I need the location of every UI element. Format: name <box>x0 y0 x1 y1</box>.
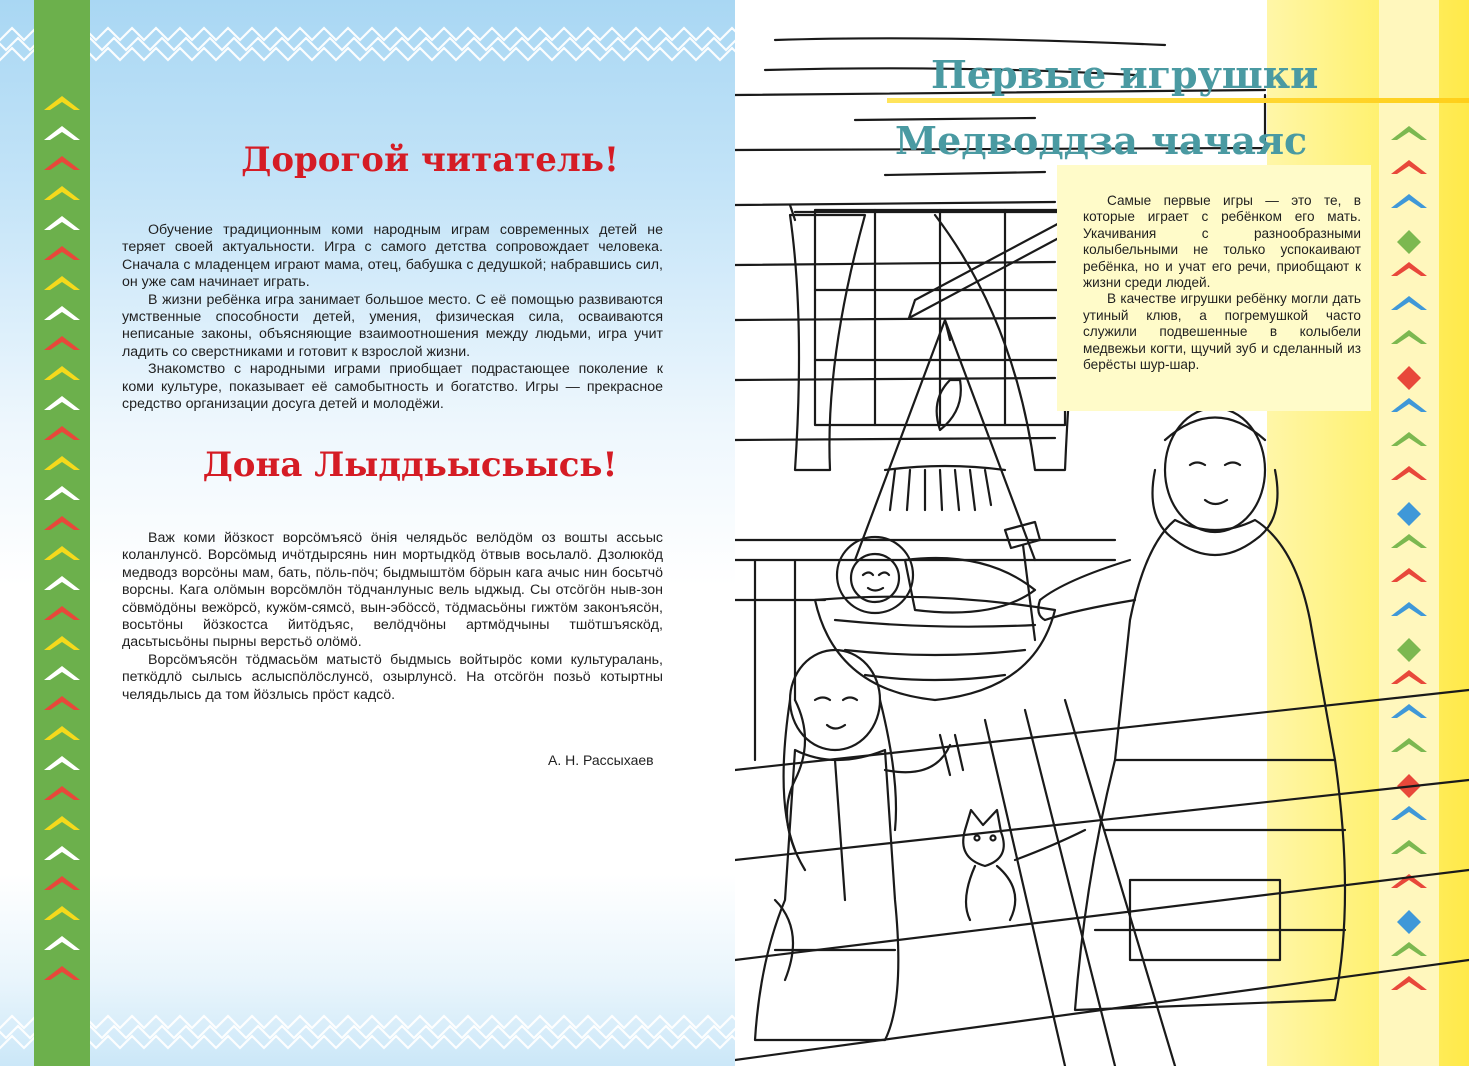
section-title-komi: Медводдза чачаяс <box>895 118 1308 163</box>
title-underline <box>887 98 1469 103</box>
note-paragraph: Самые первые игры — это те, в которые играет с ребёнком его мать. Укачивания с разнообразными колыбельными не только успокаивают ребёнка, но и учат его речи, приобщают к жизни среди людей. <box>1083 193 1361 291</box>
ornament-chevron <box>44 606 80 620</box>
ornament-chevron <box>44 546 80 560</box>
ornament-chevron <box>44 186 80 200</box>
ornament-chevron <box>44 126 80 140</box>
ornament-chevron <box>44 906 80 920</box>
ornament-chevron <box>44 846 80 860</box>
ornament-chevron <box>44 96 80 110</box>
ornament-chevron <box>44 396 80 410</box>
ornament-chevron <box>44 246 80 260</box>
ornament-chevron <box>44 936 80 950</box>
paragraph: В жизни ребёнка игра занимает большое место. С её помощью развиваются умственные способности детей, умения, физическая сила, осваиваются неписаные законы, объясняющие взаимоотношения между людьми, игра учит ладить со сверстниками и готовит к взрослой жизни. <box>122 291 663 360</box>
top-zigzag-ornament <box>0 22 735 62</box>
ornament-chevron <box>44 696 80 710</box>
right-page <box>735 0 1469 1066</box>
ornament-chevron <box>44 576 80 590</box>
ornament-chevron <box>44 636 80 650</box>
ornament-chevron <box>44 516 80 530</box>
ornament-chevron <box>44 216 80 230</box>
ornament-chevron <box>44 876 80 890</box>
green-ornament-band <box>34 0 90 1066</box>
ornament-chevron <box>44 276 80 290</box>
ornament-chevron <box>44 786 80 800</box>
ornament-chevron <box>44 336 80 350</box>
ornament-chevron <box>44 816 80 830</box>
komi-ornament-icon <box>34 0 90 1066</box>
page-title-ru: Дорогой читатель! <box>241 140 619 180</box>
page-title-komi: Дона Лыддьысьысь! <box>202 445 618 485</box>
intro-text-komi <box>122 530 663 704</box>
intro-text-ru <box>122 222 663 413</box>
ornament-chevron <box>44 666 80 680</box>
paragraph: Знакомство с народными играми приобщает подрастающее поколение к коми культуре, показывает её самобытность и богатство. Игры — прекрасное средство организации досуга детей и молодёжи. <box>122 361 663 413</box>
bottom-zigzag-ornament <box>0 1012 735 1052</box>
section-title-ru: Первые игрушки <box>931 52 1319 97</box>
paragraph: Ворсӧмъясӧн тӧдмасьӧм матыстӧ быдмысь войтырӧс коми культуралань, петкӧдлӧ сылысь аслыспӧлӧслунсӧ, озырлунсӧ. На отсӧгӧн позьӧ котыртны челядьлысь да том йӧзлысь прӧст кадсӧ. <box>122 651 663 703</box>
ornament-chevron <box>44 966 80 980</box>
ornament-chevron <box>44 306 80 320</box>
ornament-chevron <box>44 426 80 440</box>
ornament-chevron <box>44 156 80 170</box>
ornament-chevron <box>44 456 80 470</box>
author-signature: А. Н. Рассыхаев <box>548 752 654 768</box>
info-note-box <box>1057 165 1371 411</box>
paragraph: Важ коми йӧзкост ворсӧмъясӧ ӧнія челядьӧс велӧдӧм оз вошты ассьыс коланлунсӧ. Ворсӧмыд ичӧтдырсянь нин мортыдкӧд ӧтвыв восьлалӧ. Дзолюкӧд медводз ворсӧны мам, бать, пӧль-пӧч; быдмыштӧм бӧрын кага ачыс нин босьтчӧ ворсны. Кага олӧмын ворсӧмлӧн тӧдчанлуныс вель ыджыд. Сы отсӧгӧн ныв-зон сӧвмӧдӧны вежӧрсӧ, кужӧм-сямсӧ, вын-эбӧссӧ, тӧдмасьӧны гижтӧм законъясӧн, восьтӧны йӧзкостса йитӧдъяс, велӧдчӧны артмӧдчыны тшӧтшъяскӧд, дасьтысьӧны пырны верстьӧ олӧмӧ. <box>122 530 663 651</box>
ornament-chevron <box>44 366 80 380</box>
ornament-chevron <box>44 756 80 770</box>
ornament-chevron <box>44 486 80 500</box>
paragraph: Обучение традиционным коми народным играм современных детей не теряет своей актуальности. Игра с самого детства сопровождает человека. Сначала с младенцем играют мама, отец, бабушка с дедушкой; набравшись сил, он уже сам начинает играть. <box>122 222 663 291</box>
note-paragraph: В качестве игрушки ребёнку могли дать утиный клюв, а погремушкой часто служили подвешенные в колыбели медвежьи когти, щучий зуб и сделанный из берёсты шур-шар. <box>1083 291 1361 373</box>
ornament-chevron <box>44 726 80 740</box>
